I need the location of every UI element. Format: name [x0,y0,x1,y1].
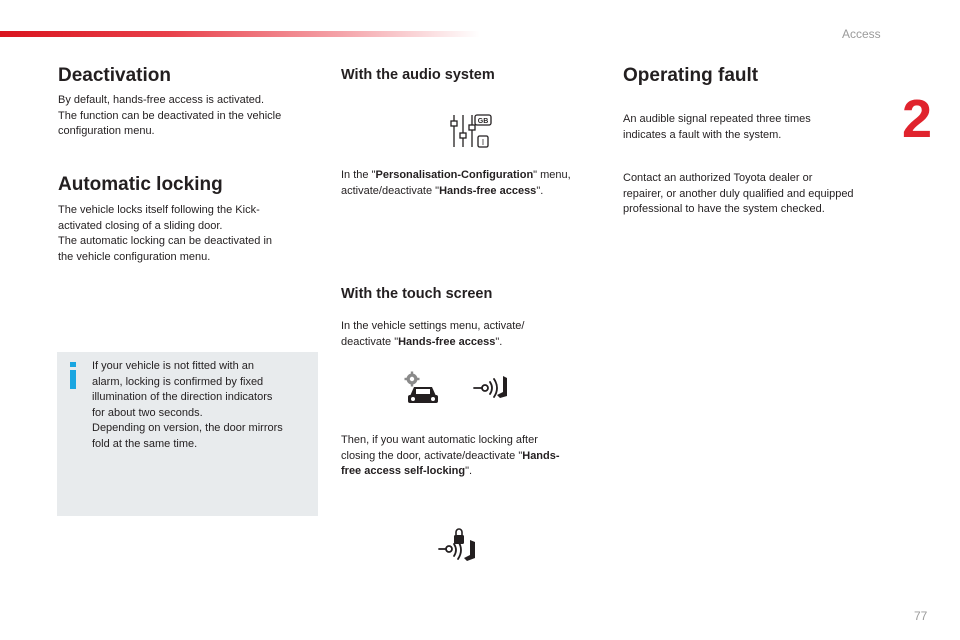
hands-free-self-locking-icon [438,527,480,565]
deactivation-title: Deactivation [58,65,171,86]
settings-menu-icon [449,113,493,149]
page-number: 77 [914,609,928,623]
operating-fault-line: An audible signal repeated three times [623,113,811,125]
info-icon [69,362,78,390]
automatic-locking-line: the vehicle configuration menu. [58,250,211,263]
deactivation-line: configuration menu. [58,125,155,137]
svg-text:I: I [481,138,485,147]
audio-system-title: With the audio system [341,67,495,83]
touch-instruction-line: deactivate "Hands-free access". [341,335,503,348]
audio-instruction-line: In the "Personalisation-Configuration" menu, [341,169,571,181]
info-line: alarm, locking is confirmed by fixed [92,375,264,388]
operating-fault-line: professional to have the system checked. [623,203,825,215]
self-locking-instruction-line: free access self-locking". [341,465,473,477]
info-line: Depending on version, the door mirrors [92,422,283,434]
section-label: Access [842,27,881,41]
operating-fault-line: repairer, or another duly qualified and equipped [623,187,854,200]
hands-free-access-icon [473,374,511,402]
touch-instruction-line: In the vehicle settings menu, activate/ [341,320,525,332]
touch-screen-title: With the touch screen [341,286,493,302]
info-line: for about two seconds. [92,406,203,419]
info-line: If your vehicle is not fitted with an [92,360,255,372]
chapter-number: 2 [902,89,933,149]
deactivation-line: The function can be deactivated in the vehicle [58,109,282,122]
self-locking-instruction-line: closing the door, activate/deactivate "Hands- [341,449,560,462]
operating-fault-line: Contact an authorized Toyota dealer or [623,172,813,184]
operating-fault-line: indicates a fault with the system. [623,128,782,141]
header-accent-bar [0,31,480,37]
automatic-locking-line: The automatic locking can be deactivated in [58,235,273,247]
info-line: fold at the same time. [92,437,198,450]
self-locking-instruction-line: Then, if you want automatic locking after [341,434,538,446]
vehicle-settings-icon [404,371,444,407]
automatic-locking-line: activated closing of a sliding door. [58,219,223,232]
audio-instruction-line: activate/deactivate "Hands-free access". [341,184,544,197]
svg-text:GB: GB [477,118,489,125]
info-line: illumination of the direction indicators [92,391,273,403]
deactivation-line: By default, hands-free access is activated. [58,94,265,106]
automatic-locking-title: Automatic locking [58,174,223,195]
operating-fault-title: Operating fault [623,65,759,86]
automatic-locking-line: The vehicle locks itself following the Kick- [58,204,260,216]
